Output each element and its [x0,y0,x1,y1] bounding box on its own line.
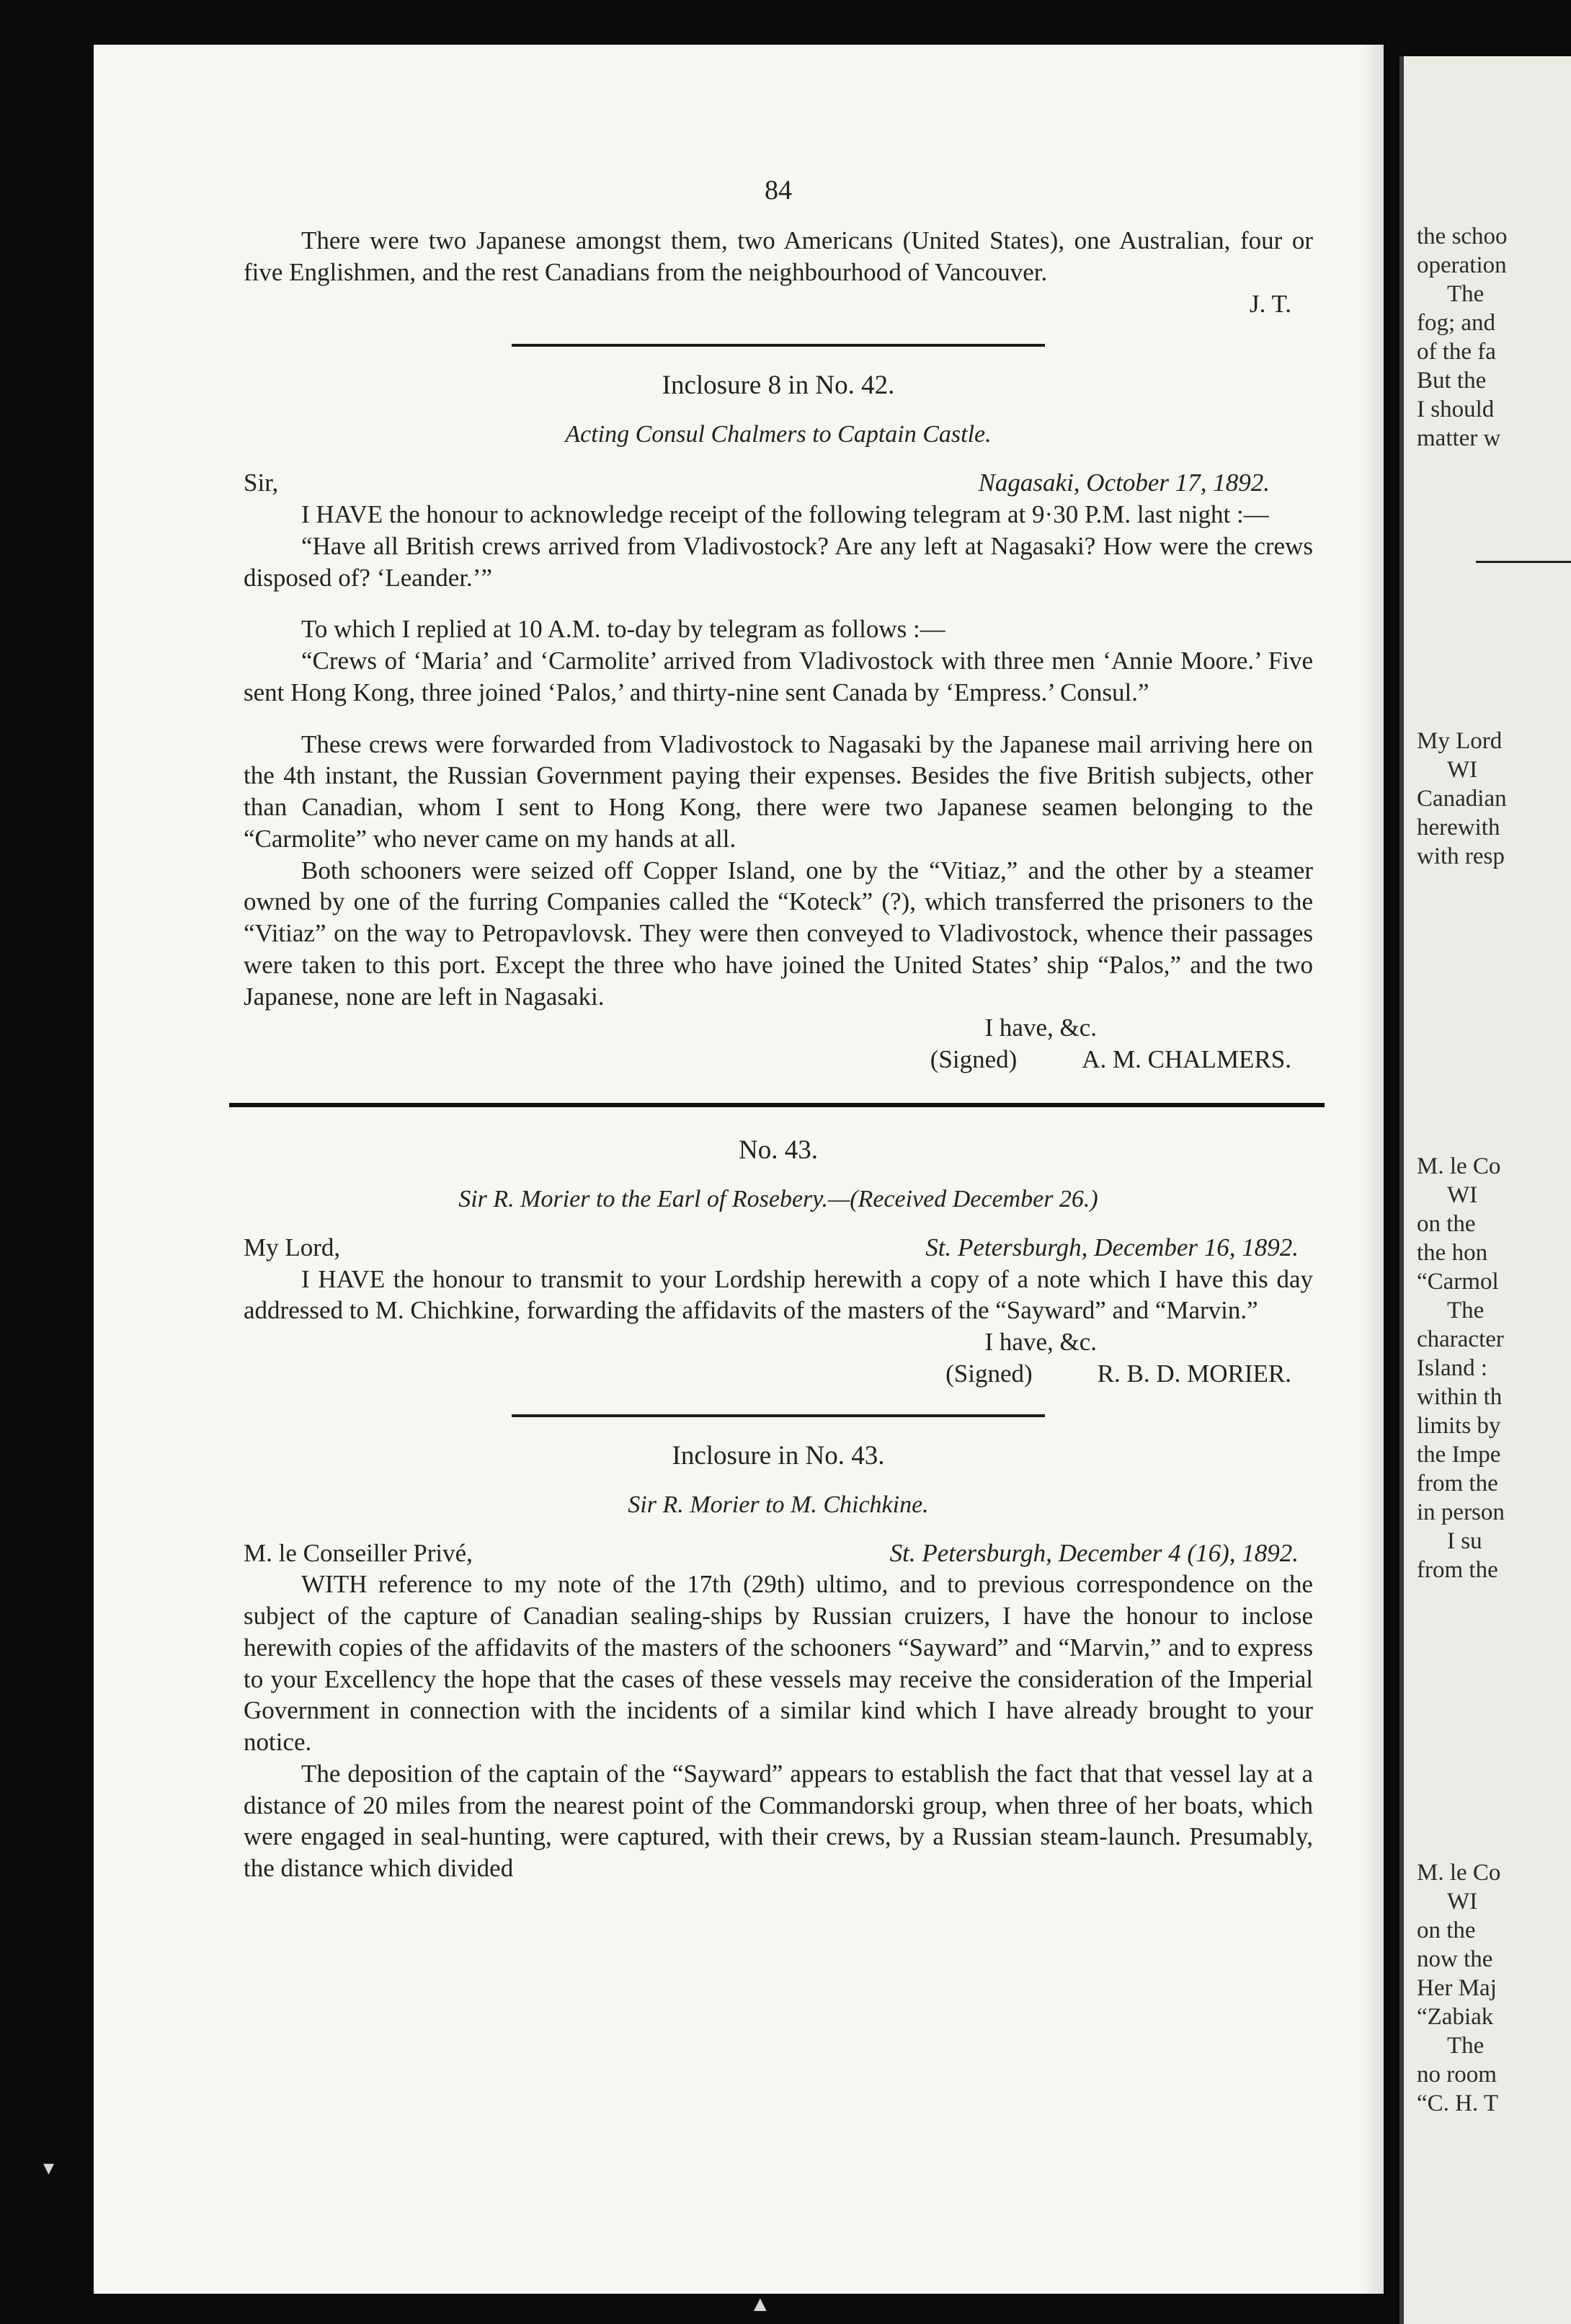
adjacent-text: from the [1417,1471,1498,1496]
document-page [94,45,1384,2294]
adjacent-text: from the [1417,1557,1498,1583]
adjacent-text: herewith [1417,815,1500,841]
no43-closing: I have, &c. [984,1328,1097,1356]
adjacent-rule [1476,561,1571,563]
signer-name: R. B. D. MORIER. [1097,1359,1291,1388]
adjacent-text: the Impe [1417,1442,1501,1468]
inclosure43-heading: Inclosure in No. 43. [672,1440,885,1471]
adjacent-text: M. le Co [1417,1860,1501,1886]
inclosure43-subheading: Sir R. Morier to M. Chichkine. [628,1491,929,1518]
page-content [244,174,1313,1884]
inclosure43-salutation: M. le Conseiller Privé, [244,1538,473,1567]
inclosure8-paragraph-3: To which I replied at 10 A.M. to-day by telegram as follows :— [301,615,945,644]
adjacent-text: Canadian [1417,786,1507,812]
no43-subheading: Sir R. Morier to the Earl of Rosebery.—(Received December 26.) [458,1185,1098,1212]
adjacent-text: I su [1447,1528,1482,1554]
adjacent-text: the hon [1417,1240,1488,1266]
adjacent-text: of the fa [1417,339,1496,365]
inclosure8-heading: Inclosure 8 in No. 42. [662,371,895,401]
signed-label: (Signed) [945,1359,1033,1388]
inclosure8-salutation: Sir, [244,469,279,497]
adjacent-text: matter w [1417,425,1501,451]
adjacent-text: WI [1447,757,1478,783]
adjacent-text: The [1447,281,1485,307]
adjacent-text: the schoo [1417,223,1508,249]
inclosure8-telegram: “Have all British crews arrived from Vladivostock? Are any left at Nagasaki? How were the crews disposed of? ‘Leander.’” [244,531,1313,592]
section-divider [512,1414,1045,1417]
signer-name: A. M. CHALMERS. [1082,1045,1291,1073]
adjacent-text: I should [1417,396,1495,422]
no43-dateline: St. Petersburgh, December 16, 1892. [925,1233,1299,1261]
intro-initials: J. T. [1249,289,1291,318]
inclosure8-closing: I have, &c. [984,1014,1097,1042]
no43-dateline-row [244,1232,1313,1264]
inclosure8-subheading: Acting Consul Chalmers to Captain Castle. [565,421,992,448]
scan-mark: ▾ [43,2156,55,2180]
adjacent-text: within th [1417,1384,1503,1410]
adjacent-text: on the [1417,1211,1476,1237]
no43-salutation: My Lord, [244,1233,341,1261]
intro-paragraph: There were two Japanese amongst them, two Americans (United States), one Australian, four or five Englishmen, and the rest Canadians from the neighbourhood of Vancouver. [244,226,1313,286]
document-divider [229,1103,1325,1107]
adjacent-text: in person [1417,1499,1505,1525]
inclosure8-paragraph-1: I HAVE the honour to acknowledge receipt of the following telegram at 9·30 P.M. last night :— [301,500,1269,528]
adjacent-text: on the [1417,1917,1476,1943]
signed-label: (Signed) [930,1045,1018,1073]
inclosure8-signature [244,1044,1313,1075]
inclosure43-paragraph-1: WITH reference to my note of the 17th (29th) ultimo, and to previous correspondence on the subject of the capture of Canadian sealing-ships by Russian cruizers, I have the honour to inclose herewith copies of the affidavits of the masters of the schooners “Sayward” and “Marvin,” and to express to your Excellency the hope that the cases of these vessels may receive the consideration of the Imperial Government in connection with the incidents of a similar kind which I have already brought to your notice. [244,1570,1313,1756]
adjacent-text: “C. H. T [1417,2090,1499,2116]
adjacent-text: no room [1417,2062,1497,2088]
adjacent-text: WI [1447,1182,1478,1208]
adjacent-text: But the [1417,368,1487,394]
adjacent-text: “Carmol [1417,1269,1499,1295]
inclosure8-paragraph-6: Both schooners were seized off Copper Island, one by the “Vitiaz,” and the other by a steamer owned by one of the furring Companies called the “Koteck” (?), which transferred the prisoners to the “Vitiaz” on the way to Petropavlovsk. They were then conveyed to Vladivostock, whence their passages were taken to this port. Except the three who have joined the United States’ ship “Palos,” and the two Japanese, none are left in Nagasaki. [244,856,1313,1011]
adjacent-text: Island : [1417,1355,1488,1381]
adjacent-text: with resp [1417,843,1505,869]
adjacent-text: My Lord [1417,728,1503,754]
adjacent-text: limits by [1417,1413,1501,1439]
adjacent-text: WI [1447,1889,1478,1915]
gutter-shadow [1362,45,1384,2294]
page-number: 84 [765,175,792,205]
adjacent-text: operation [1417,252,1507,278]
section-divider [512,344,1045,347]
adjacent-text: fog; and [1417,310,1496,336]
no43-paragraph-1: I HAVE the honour to transmit to your Lordship herewith a copy of a note which I have this day addressed to M. Chichkine, forwarding the affidavits of the masters of the “Sayward” and “Marvin.” [244,1264,1313,1325]
adjacent-text: “Zabiak [1417,2004,1494,2030]
adjacent-text: character [1417,1326,1504,1352]
adjacent-text: M. le Co [1417,1153,1501,1179]
scan-mark: ▲ [749,2292,771,2316]
adjacent-text: Her Maj [1417,1975,1497,2001]
inclosure8-dateline-row [244,467,1313,499]
adjacent-text: The [1447,2033,1485,2059]
adjacent-text: now the [1417,1946,1493,1972]
no43-heading: No. 43. [739,1135,818,1165]
no43-signature [244,1358,1313,1390]
adjacent-page-edge [1399,56,1571,2324]
inclosure43-paragraph-2: The deposition of the captain of the “Sayward” appears to establish the fact that that vessel lay at a distance of 20 miles from the nearest point of the Commandorski group, when three of her boats, which were engaged in seal-hunting, were captured, with their crews, by a Russian steam-launch. Presumably, the distance which divided [244,1759,1313,1882]
inclosure8-dateline: Nagasaki, October 17, 1892. [978,469,1270,497]
adjacent-text: The [1447,1298,1485,1323]
inclosure8-reply: “Crews of ‘Maria’ and ‘Carmolite’ arrived from Vladivostock with three men ‘Annie Moore.’ Five sent Hong Kong, three joined ‘Palos,’ and thirty-nine sent Canada by ‘Empress.’ Consul.” [244,647,1313,706]
inclosure43-dateline: St. Petersburgh, December 4 (16), 1892. [889,1538,1299,1567]
inclosure8-paragraph-5: These crews were forwarded from Vladivostock to Nagasaki by the Japanese mail arriving here on the 4th instant, the Russian Government paying their expenses. Besides the five British subjects, other than Canadian, whom I sent to Hong Kong, there were two Japanese seamen belonging to the “Carmolite” who never came on my hands at all. [244,729,1313,853]
inclosure43-dateline-row [244,1538,1313,1569]
